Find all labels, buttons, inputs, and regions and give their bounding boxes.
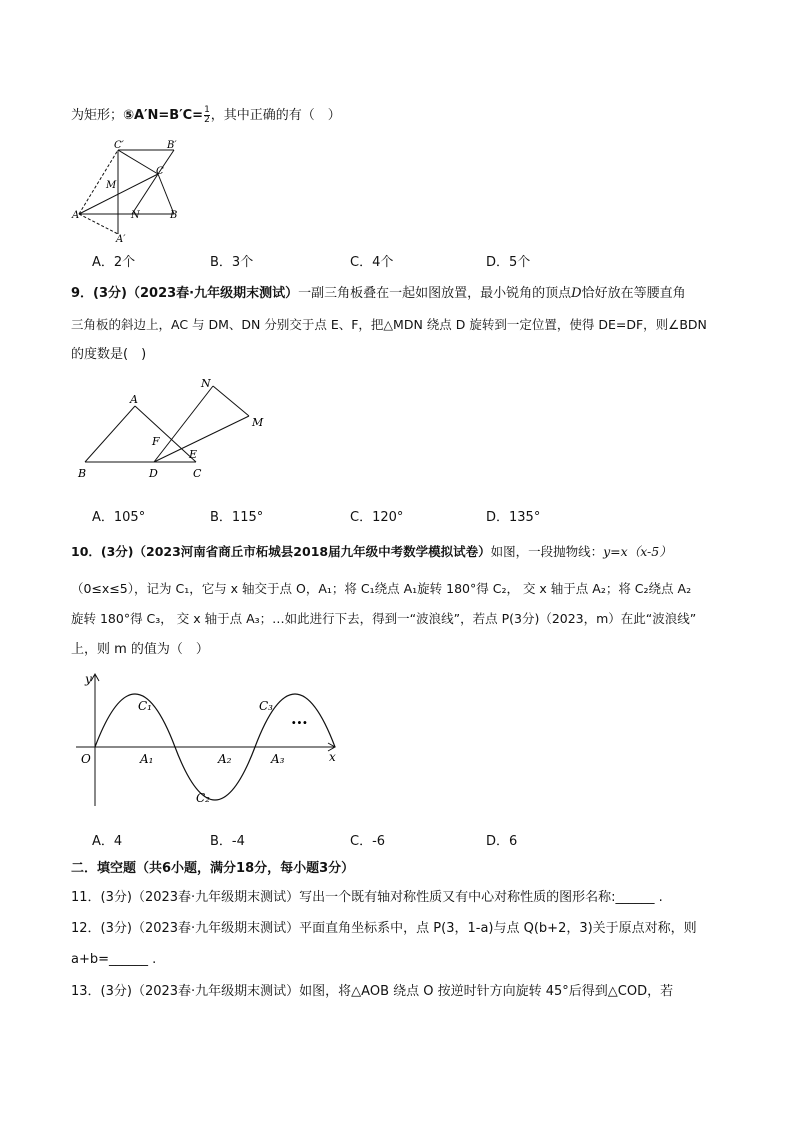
- q10-line1b-text: 如图，一段抛物线：: [490, 544, 604, 559]
- q10-label-a1: A₁: [140, 752, 154, 766]
- q10-option-d: D．6: [486, 834, 518, 849]
- q9-vertex-d: D: [571, 286, 582, 301]
- q9-label-a: A: [130, 393, 138, 406]
- q10-label-c3: C₃: [259, 699, 273, 713]
- q9-label-d: D: [149, 467, 158, 480]
- q10-label-y: y: [85, 672, 92, 686]
- section-2-heading: 二．填空题（共6小题，满分18分，每小题3分）: [71, 861, 355, 876]
- q8-label-c-prime: C′: [114, 140, 124, 151]
- q10-label-o: O: [81, 752, 91, 766]
- q8-fraction: [204, 106, 210, 125]
- q10-label-a3: A₃: [271, 752, 285, 766]
- q10-line-1: [71, 543, 672, 561]
- q9-option-d: D．135°: [486, 510, 541, 525]
- q8-option-d: D．5个: [486, 255, 531, 270]
- q9-option-a: A．105°: [92, 510, 146, 525]
- q8-label-m: M: [106, 180, 117, 191]
- q10-line-4: 上，则 m 的值为（ ）: [71, 642, 209, 657]
- q13-text: 13．(3分)（2023春·九年级期末测试）如图，将△AOB 绕点 O 按逆时针方向旋转 45°后得到△COD，若: [71, 984, 674, 999]
- q10-label-c1: C₁: [138, 699, 152, 713]
- q10-line-3: 旋转 180°得 C₃， 交 x 轴于点 A₃；…如此进行下去，得到一“波浪线”，若点 P(3分)（2023，m）在此“波浪线”: [71, 611, 697, 626]
- q9-label-n: N: [201, 377, 211, 390]
- q8-frac-den: 2: [204, 115, 210, 125]
- q8-option-c: C．4个: [350, 255, 394, 270]
- q9-line1b-text: 恰好放在等腰直角: [581, 286, 686, 301]
- q10-figure: [72, 668, 347, 810]
- q10-option-b: B．-4: [210, 834, 245, 849]
- q12-line-2: a+b=______ .: [71, 952, 157, 967]
- q12-line-1: 12．(3分)（2023春·九年级期末测试）平面直角坐标系中，点 P(3，1-a)与点 Q(b+2，3)关于原点对称，则: [71, 921, 697, 936]
- q9-option-b: B．115°: [210, 510, 264, 525]
- q10-label-c2: C₂: [196, 791, 210, 805]
- q9-line-3: 的度数是( ): [71, 347, 147, 362]
- q10-equation: y=x（x-5）: [603, 544, 672, 559]
- q8-label-a-prime: A′: [116, 234, 126, 244]
- q9-label-f: F: [152, 435, 160, 448]
- q8-label-a: A: [72, 210, 80, 221]
- q10-head: 10．(3分)（2023河南省商丘市柘城县2018届九年级中考数学模拟试卷）: [71, 544, 491, 559]
- q8-option-a: A．2个: [92, 255, 136, 270]
- q8-label-b-prime: B′: [167, 140, 177, 151]
- q8-label-c: C: [156, 166, 164, 177]
- q8-label-b: B: [170, 210, 178, 221]
- q10-option-a: A．4: [92, 834, 123, 849]
- q8-statement-line: [71, 106, 341, 125]
- q10-label-dots: ···: [291, 713, 308, 732]
- q8-line-pre: 为矩形；: [71, 108, 124, 123]
- q10-label-a2: A₂: [218, 752, 232, 766]
- q9-line-2: 三角板的斜边上，AC 与 DM、DN 分别交于点 E、F，把△MDN 绕点 D 旋转到一定位置，使得 DE=DF，则∠BDN: [71, 317, 707, 332]
- q8-option-b: B．3个: [210, 255, 254, 270]
- q11-text: 11．(3分)（2023春·九年级期末测试）写出一个既有轴对称性质又有中心对称性质的图形名称:______ .: [71, 890, 663, 905]
- q8-line-post: ，其中正确的有（ ）: [210, 108, 341, 123]
- q10-line-2: （0≤x≤5），记为 C₁，它与 x 轴交于点 O，A₁；将 C₁绕点 A₁旋转 180°得 C₂， 交 x 轴于点 A₂；将 C₂绕点 A₂: [71, 581, 692, 596]
- q9-line-1: [71, 285, 686, 303]
- q9-figure: [72, 372, 272, 484]
- q8-figure: [70, 138, 190, 244]
- q8-label-n: N: [131, 210, 140, 221]
- q9-label-m: M: [252, 416, 264, 429]
- q9-line1-text: 一副三角板叠在一起如图放置，最小锐角的顶点: [298, 286, 572, 301]
- q8-frac-num: 1: [204, 105, 210, 115]
- q9-label-c: C: [193, 467, 202, 480]
- q9-label-b: B: [78, 467, 87, 480]
- q10-option-c: C．-6: [350, 834, 386, 849]
- q8-statement-5: ⑤A′N=B′C=: [123, 108, 204, 123]
- q10-label-x: x: [329, 750, 336, 764]
- q9-label-e: E: [189, 448, 198, 461]
- q9-head: 9．(3分)（2023春·九年级期末测试）: [71, 286, 299, 301]
- q9-option-c: C．120°: [350, 510, 404, 525]
